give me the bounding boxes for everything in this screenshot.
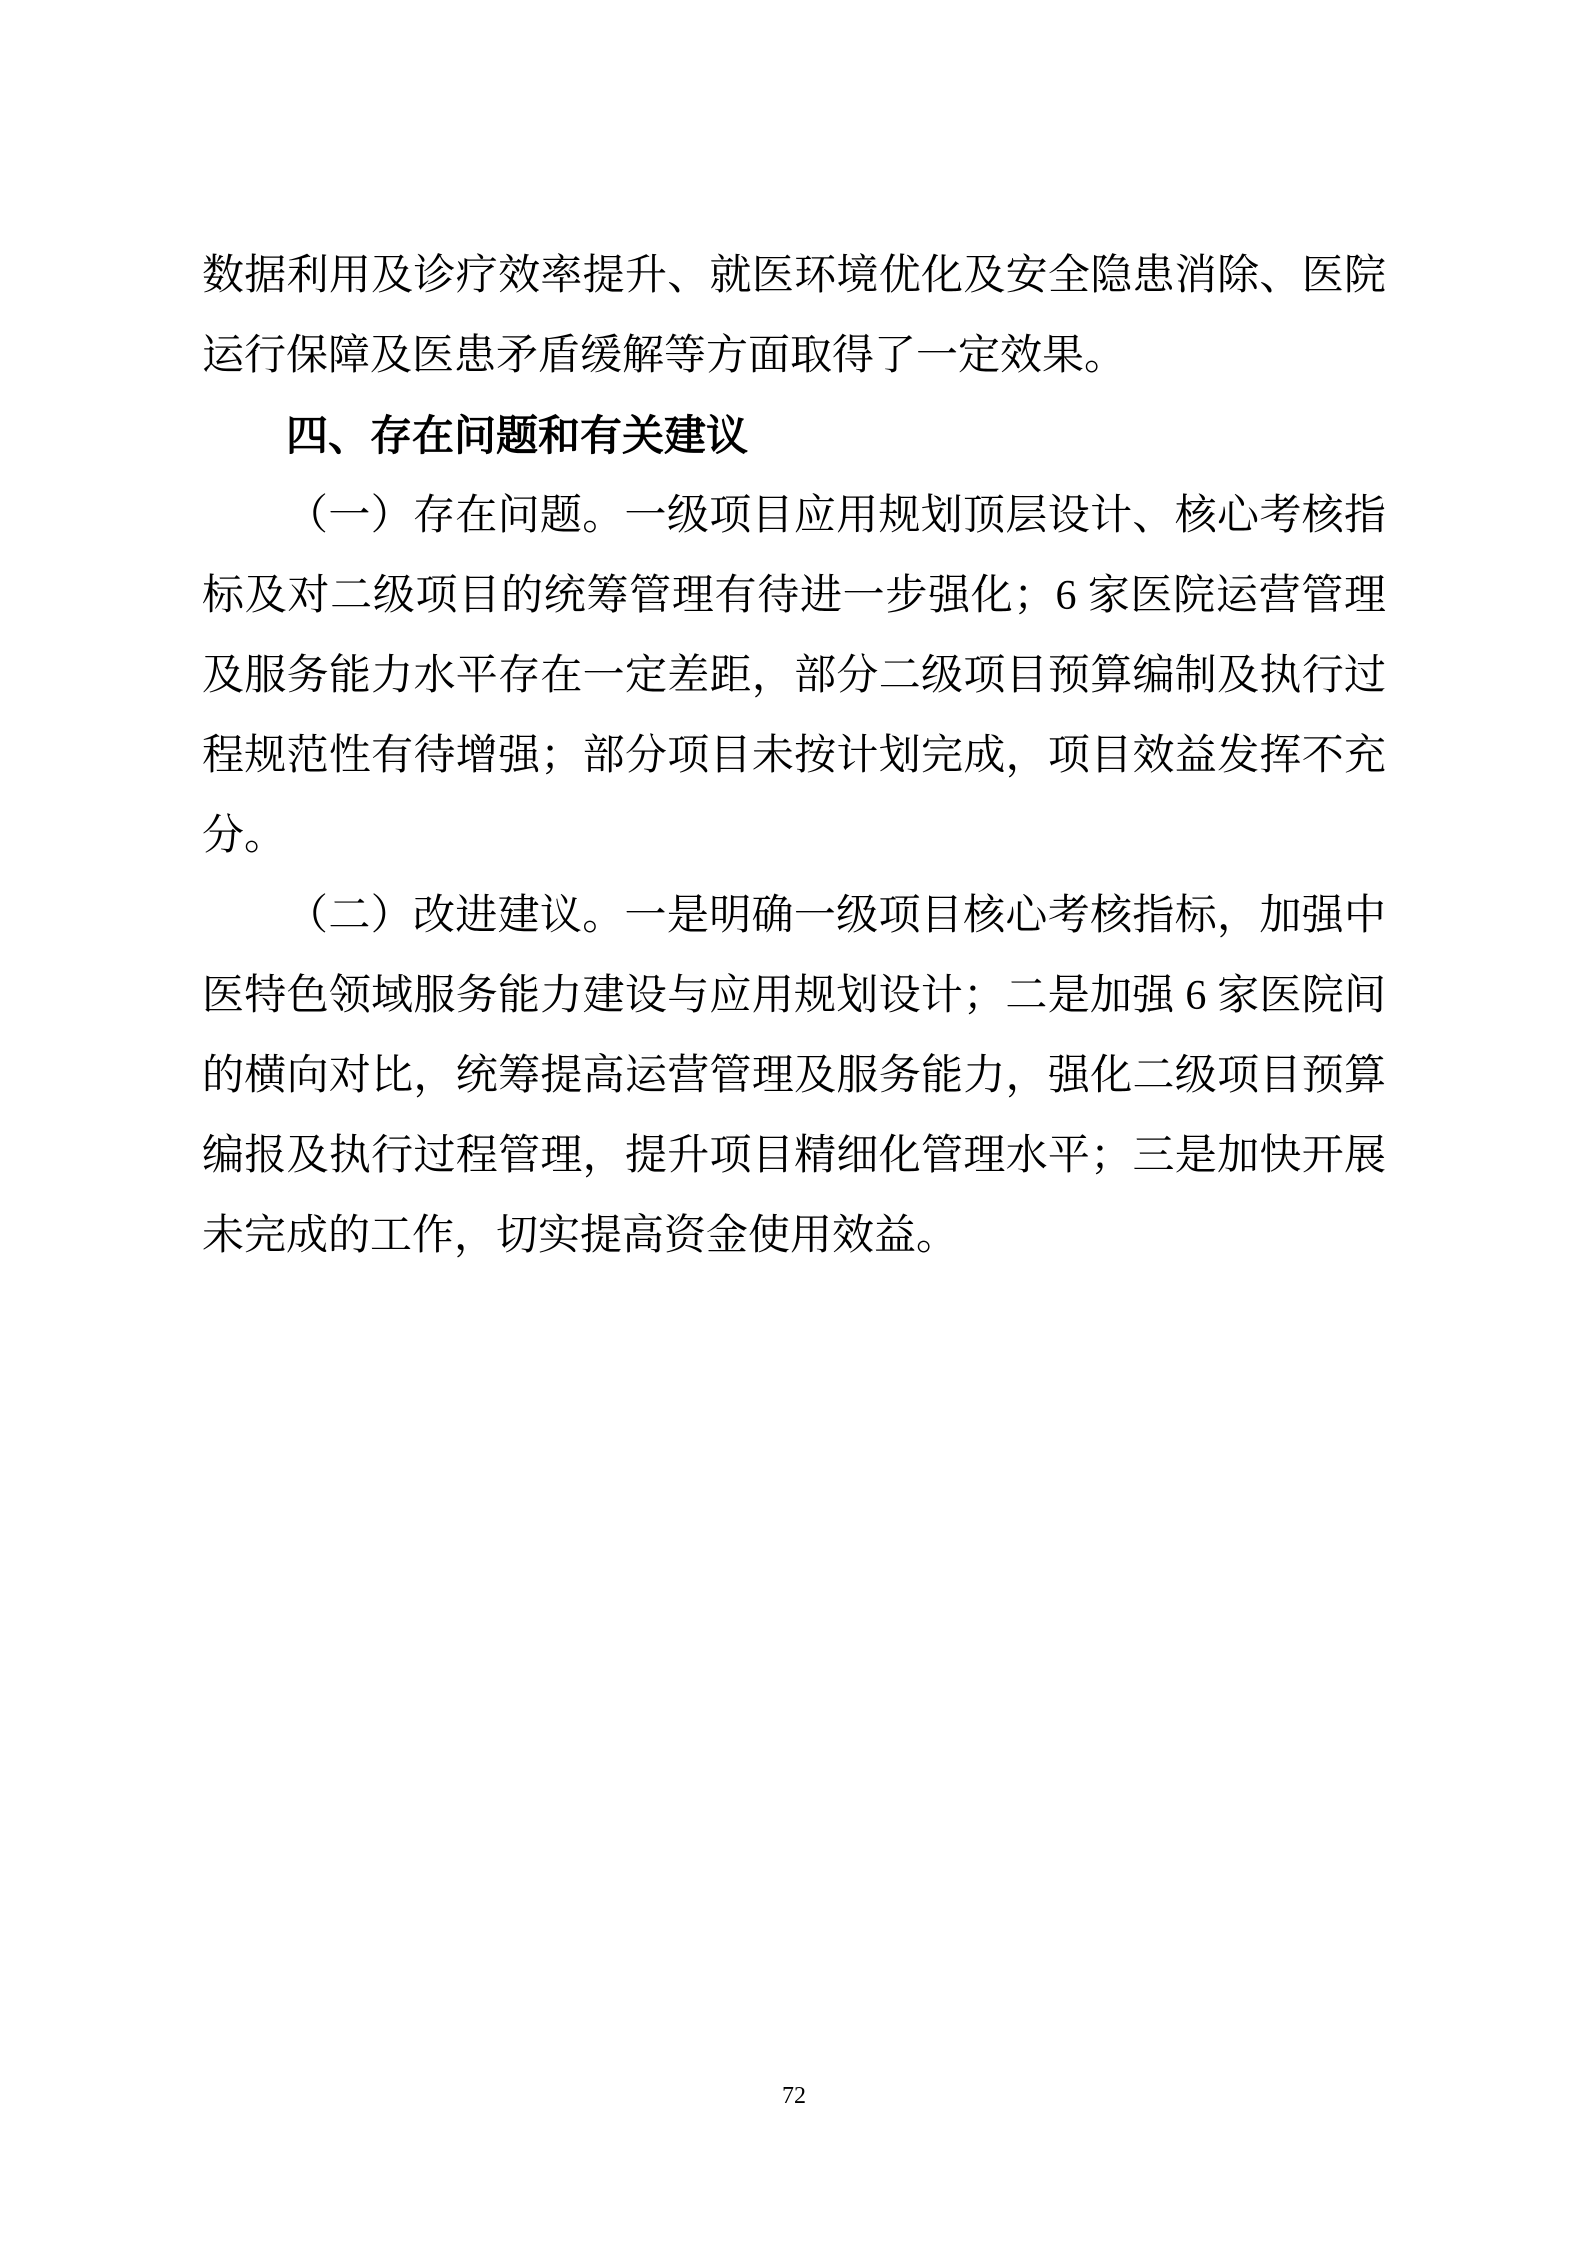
body-line: 医特色领域服务能力建设与应用规划设计；二是加强 6 家医院间 (202, 973, 1386, 1019)
body-line: 运行保障及医患矛盾缓解等方面取得了一定效果。 (202, 333, 1127, 379)
paragraph-first-line: （二）改进建议。一是明确一级项目核心考核指标，加强中 (286, 893, 1386, 939)
body-line: 数据利用及诊疗效率提升、就医环境优化及安全隐患消除、医院 (202, 253, 1386, 299)
body-line: 分。 (202, 813, 287, 859)
document-body (202, 236, 1386, 1276)
body-line: 的横向对比，统筹提高运营管理及服务能力，强化二级项目预算 (202, 1053, 1386, 1099)
page-number: 72 (782, 2083, 806, 2109)
body-line: 及服务能力水平存在一定差距，部分二级项目预算编制及执行过 (202, 653, 1386, 699)
body-line: 编报及执行过程管理，提升项目精细化管理水平；三是加快开展 (202, 1133, 1386, 1179)
section-heading: 四、存在问题和有关建议 (286, 412, 749, 459)
body-line: 未完成的工作，切实提高资金使用效益。 (202, 1213, 959, 1259)
paragraph-first-line: （一）存在问题。一级项目应用规划顶层设计、核心考核指 (286, 493, 1386, 539)
body-line: 程规范性有待增强；部分项目未按计划完成，项目效益发挥不充 (202, 733, 1386, 779)
page-footer (0, 2080, 1588, 2112)
body-line: 标及对二级项目的统筹管理有待进一步强化；6 家医院运营管理 (202, 573, 1386, 619)
